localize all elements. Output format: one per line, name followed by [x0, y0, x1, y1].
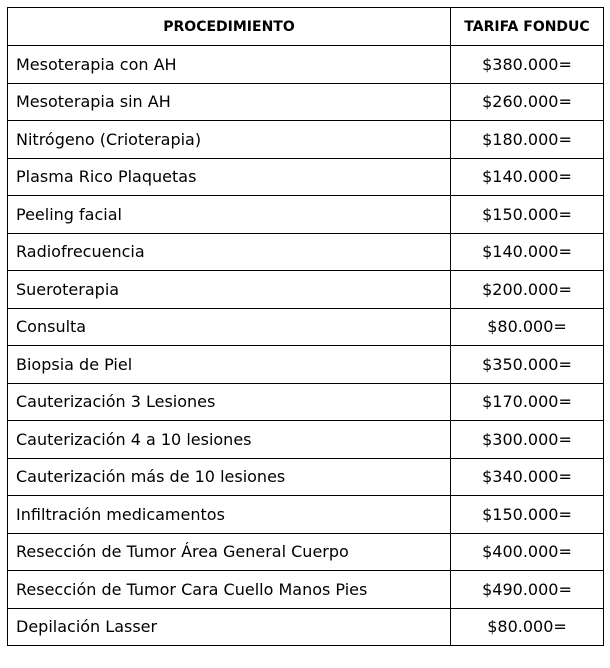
- procedure-cell: Mesoterapia sin AH: [8, 83, 451, 121]
- table-row: [8, 383, 604, 421]
- procedure-cell: Mesoterapia con AH: [8, 46, 451, 84]
- table-row: [8, 83, 604, 121]
- table-row: [8, 533, 604, 571]
- fee-cell: $260.000=: [451, 83, 604, 121]
- table-row: [8, 346, 604, 384]
- header-row: [8, 8, 604, 46]
- fee-cell: $490.000=: [451, 571, 604, 609]
- table-row: [8, 571, 604, 609]
- procedure-cell: Resección de Tumor Cara Cuello Manos Pies: [8, 571, 451, 609]
- fee-cell: $150.000=: [451, 496, 604, 534]
- procedure-cell: Nitrógeno (Crioterapia): [8, 121, 451, 159]
- procedure-cell: Depilación Lasser: [8, 608, 451, 646]
- procedure-cell: Sueroterapia: [8, 271, 451, 309]
- price-table: [7, 7, 604, 646]
- table-row: [8, 496, 604, 534]
- procedure-cell: Cauterización 4 a 10 lesiones: [8, 421, 451, 459]
- table-row: [8, 421, 604, 459]
- table-row: [8, 271, 604, 309]
- fee-cell: $80.000=: [451, 308, 604, 346]
- procedure-cell: Radiofrecuencia: [8, 233, 451, 271]
- table-row: [8, 121, 604, 159]
- fee-cell: $350.000=: [451, 346, 604, 384]
- fee-column-header: TARIFA FONDUC: [451, 8, 604, 46]
- table-row: [8, 608, 604, 646]
- fee-cell: $180.000=: [451, 121, 604, 159]
- procedure-column-header: PROCEDIMIENTO: [8, 8, 451, 46]
- table-row: [8, 158, 604, 196]
- procedure-cell: Consulta: [8, 308, 451, 346]
- fee-cell: $400.000=: [451, 533, 604, 571]
- fee-cell: $150.000=: [451, 196, 604, 234]
- fee-cell: $340.000=: [451, 458, 604, 496]
- procedure-cell: Peeling facial: [8, 196, 451, 234]
- fee-cell: $80.000=: [451, 608, 604, 646]
- procedure-cell: Plasma Rico Plaquetas: [8, 158, 451, 196]
- fee-cell: $300.000=: [451, 421, 604, 459]
- procedure-cell: Resección de Tumor Área General Cuerpo: [8, 533, 451, 571]
- fee-cell: $380.000=: [451, 46, 604, 84]
- fee-cell: $140.000=: [451, 233, 604, 271]
- fee-cell: $140.000=: [451, 158, 604, 196]
- fee-cell: $200.000=: [451, 271, 604, 309]
- table-row: [8, 46, 604, 84]
- table-row: [8, 233, 604, 271]
- procedure-cell: Infiltración medicamentos: [8, 496, 451, 534]
- fee-cell: $170.000=: [451, 383, 604, 421]
- procedure-cell: Cauterización más de 10 lesiones: [8, 458, 451, 496]
- procedure-cell: Cauterización 3 Lesiones: [8, 383, 451, 421]
- table-row: [8, 458, 604, 496]
- table-row: [8, 308, 604, 346]
- procedure-cell: Biopsia de Piel: [8, 346, 451, 384]
- table-row: [8, 196, 604, 234]
